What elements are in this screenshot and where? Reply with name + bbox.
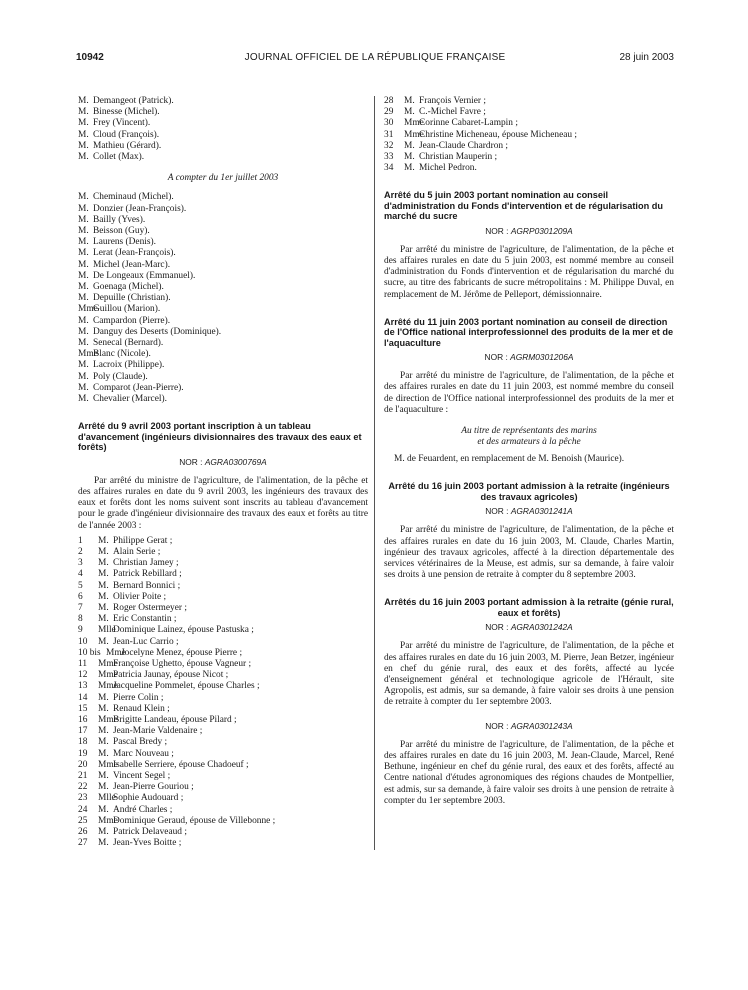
list-item: M. Cheminaud (Michel). <box>78 192 174 203</box>
list-item: 23 MlleSophie Audouard ; <box>78 793 184 804</box>
list-item: M. Goenaga (Michel). <box>78 282 164 293</box>
decree-title: Arrêté du 16 juin 2003 portant admission à la retraite (ingénieurs des travaux agricoles) <box>388 481 670 502</box>
list-item: 19 M. Marc Nouveau ; <box>78 748 174 759</box>
name-list-july <box>78 192 368 405</box>
list-item: M. Binesse (Michel). <box>78 107 160 118</box>
decree-paragraph: Par arrêté du ministre de l'agriculture, de l'alimentation, de la pêche et des affaires rurales en date du 9 avril 2003, les ingénieurs des travaux des eaux et forêts dont les noms suivent sont inscrits au tableau d'avancement pour le grade d'ingénieur divisionnaire des travaux des eaux et forêts au titre de l'année 2003 : <box>78 475 368 531</box>
list-item: M. Michel (Jean-Marc). <box>78 259 171 270</box>
list-item: 21 M. Vincent Segel ; <box>78 770 171 781</box>
list-item: M. Demangeot (Patrick). <box>78 96 174 106</box>
list-item: 7 M. Roger Ostermeyer ; <box>78 602 187 613</box>
decree-section <box>384 721 674 807</box>
list-item: 2 M. Alain Serie ; <box>78 546 161 557</box>
list-item: 4 M. Patrick Rebillard ; <box>78 569 182 580</box>
journal-title: JOURNAL OFFICIEL DE LA RÉPUBLIQUE FRANÇAISE <box>244 52 506 63</box>
list-item: 17 M. Jean-Marie Valdenaire ; <box>78 726 203 737</box>
decree-paragraph: Par arrêté du ministre de l'agriculture, de l'alimentation, de la pêche et des affaires rurales en date du 16 juin 2003, M. Jean-Claude, Marcel, René Bethune, ingénieur en chef du génie rural, des eaux et des forêts, affecté au Centre national d'études agronomiques des régions chaudes de Montpellier, est admis, sur sa demande, à faire valoir ses droits à une pension de retraite à compter du 1er septembre 2003. <box>384 739 674 806</box>
decree-title: Arrêté du 9 avril 2003 portant inscription à un tableau d'avancement (ingénieurs divisionnaires des travaux des eaux et forêts) <box>78 421 362 453</box>
decree-section <box>384 597 674 708</box>
list-item: MmeBlanc (Nicole). <box>78 349 151 360</box>
list-item: M. Lerat (Jean-François). <box>78 248 176 259</box>
list-item: M. Campardon (Pierre). <box>78 315 171 326</box>
appointment-line: M. de Feuardent, en remplacement de M. Benoish (Maurice). <box>394 454 625 465</box>
list-item: 33 M. Christian Mauperin ; <box>384 152 498 163</box>
decree-section <box>384 481 674 581</box>
right-column <box>384 96 674 811</box>
list-item: M. Comparot (Jean-Pierre). <box>78 382 184 393</box>
category-heading: Au titre de représentants des marins et des armateurs à la pêche <box>461 426 597 448</box>
list-item: M. Bailly (Yves). <box>78 214 146 225</box>
nor-reference: NOR : AGRA0301241A <box>485 506 573 517</box>
list-item: 10 M. Jean-Luc Carrio ; <box>78 636 179 647</box>
page-number: 10942 <box>76 52 104 63</box>
list-item: 6 M. Olivier Poite ; <box>78 591 167 602</box>
list-item: 27 M. Jean-Yves Boitte ; <box>78 838 182 849</box>
nor-reference: NOR : AGRP0301209A <box>485 225 573 236</box>
column-divider <box>374 96 375 850</box>
list-item: M. Danguy des Deserts (Dominique). <box>78 326 222 337</box>
list-item: 1 M. Philippe Gerat ; <box>78 535 173 546</box>
list-item: 28 M. François Vernier ; <box>384 96 486 106</box>
decree-section <box>384 190 674 300</box>
decree-title: Arrêté du 5 juin 2003 portant nomination au conseil d'administration du Fonds d'intervention et de régularisation du marché du sucre <box>384 190 663 222</box>
numbered-list-right <box>384 96 674 174</box>
list-item: M. De Longeaux (Emmanuel). <box>78 270 196 281</box>
list-item: 18 M. Pascal Bredy ; <box>78 737 168 748</box>
list-item: 30 MmeCorinne Cabaret-Lampin ; <box>384 118 518 129</box>
decree-paragraph: Par arrêté du ministre de l'agriculture, de l'alimentation, de la pêche et des affaires rurales en date du 5 juin 2003, est nommé membre au conseil d'administration du Fonds d'intervention et de régularisation du marché du sucre, au titre des fabricants de sucre métropolitains : M. Philippe Duval, en remplacement de M. Jérôme de Pelleport, démissionnaire. <box>384 244 674 300</box>
list-item: M. Cloud (François). <box>78 129 160 140</box>
list-item: 29 M. C.-Michel Favre ; <box>384 107 486 118</box>
list-item: 16 MmeBrigitte Landeau, épouse Pilard ; <box>78 714 237 725</box>
list-item: 31 MmeChristine Micheneau, épouse Micheneau ; <box>384 129 578 140</box>
list-item: M. Frey (Vincent). <box>78 118 151 129</box>
decree-title: Arrêtés du 16 juin 2003 portant admission à la retraite (génie rural, eaux et forêts) <box>384 597 674 618</box>
list-item: 25 MmeDominique Geraud, épouse de Villebonne ; <box>78 815 276 826</box>
list-item: 22 M. Jean-Pierre Gouriou ; <box>78 782 194 793</box>
list-item: 32 M. Jean-Claude Chardron ; <box>384 140 509 151</box>
nor-reference: NOR : AGRA0301242A <box>485 622 573 633</box>
nor-reference: NOR : AGRM0301206A <box>484 352 574 363</box>
list-item: 24 M. André Charles ; <box>78 804 173 815</box>
list-item: M. Laurens (Denis). <box>78 237 156 248</box>
name-list-top <box>78 96 368 163</box>
list-item: M. Chevalier (Marcel). <box>78 394 167 405</box>
issue-date: 28 juin 2003 <box>619 52 674 63</box>
list-item: 12 MmePatricia Jaunay, épouse Nicot ; <box>78 670 229 681</box>
list-item: 10 bis MmeJocelyne Menez, épouse Pierre ; <box>78 647 243 658</box>
section-subhead: A compter du 1er juillet 2003 <box>167 173 279 184</box>
list-item: M. Poly (Claude). <box>78 371 148 382</box>
left-column <box>78 96 368 849</box>
list-item: M. Senecal (Bernard). <box>78 338 164 349</box>
list-item: M. Beisson (Guy). <box>78 226 150 237</box>
list-item: M. Mathieu (Gérard). <box>78 140 162 151</box>
decree-paragraph: Par arrêté du ministre de l'agriculture, de l'alimentation, de la pêche et des affaires rurales en date du 16 juin 2003, M. Pierre, Jean Betzer, ingénieur en chef du génie rural, des eaux et des forêts, affecté au lycée d'enseignement général et technologique agricole de l'Hérault, site Agropolis, est admis, sur sa demande, à faire valoir ses droits à une pension de retraite à compter du 1er septembre 2003. <box>384 641 674 708</box>
list-item: 5 M. Bernard Bonnici ; <box>78 580 181 591</box>
nor-reference: NOR : AGRA0301243A <box>485 720 573 731</box>
list-item: 26 M. Patrick Delaveaud ; <box>78 827 187 837</box>
list-item: 34 M. Michel Pedron. <box>384 163 477 174</box>
list-item: M. Collet (Max). <box>78 152 145 163</box>
list-item: M. Donzier (Jean-François). <box>78 203 187 214</box>
list-item: 8 M. Eric Constantin ; <box>78 614 177 625</box>
nor-reference: NOR : AGRA0300769A <box>179 456 267 467</box>
list-item: 9 MlleDominique Lainez, épouse Pastuska ; <box>78 625 254 636</box>
numbered-list-left <box>78 536 368 850</box>
list-item: M. Lacroix (Philippe). <box>78 360 165 371</box>
list-item: M. Depuille (Christian). <box>78 293 171 304</box>
decree-paragraph: Par arrêté du ministre de l'agriculture, de l'alimentation, de la pêche et des affaires rurales en date du 16 juin 2003, M. Claude, Charles Martin, ingénieur des travaux agricoles, affecté à la direction départementale des services vétérinaires de la Meuse, est admis, sur sa demande, à faire valoir ses droits à une pension de retraite à compter du 8 septembre 2003. <box>384 525 674 581</box>
list-item: 20 MmeIsabelle Serriere, épouse Chadoeuf ; <box>78 759 249 770</box>
decree-paragraph: Par arrêté du ministre de l'agriculture, de l'alimentation, de la pêche et des affaires rurales en date du 11 juin 2003, est nommé membre du conseil de direction de l'Office national interprofessionnel des produits de la mer et de l'aquaculture : <box>384 371 674 415</box>
decree-title: Arrêté du 11 juin 2003 portant nomination au conseil de direction de l'Office national interprofessionnel des produits de la mer et de l'aquaculture <box>384 316 674 348</box>
list-item: 11 MmeFrançoise Ughetto, épouse Vagneur ; <box>78 658 252 669</box>
list-item: 13 MmeJacqueline Pommelet, épouse Charles ; <box>78 681 260 692</box>
list-item: 3 M. Christian Jamey ; <box>78 558 179 569</box>
decree-section <box>384 317 674 465</box>
page-header <box>76 52 674 66</box>
list-item: MmeGuillou (Marion). <box>78 304 161 315</box>
list-item: 14 M. Pierre Colin ; <box>78 692 164 703</box>
list-item: 15 M. Renaud Klein ; <box>78 703 170 714</box>
